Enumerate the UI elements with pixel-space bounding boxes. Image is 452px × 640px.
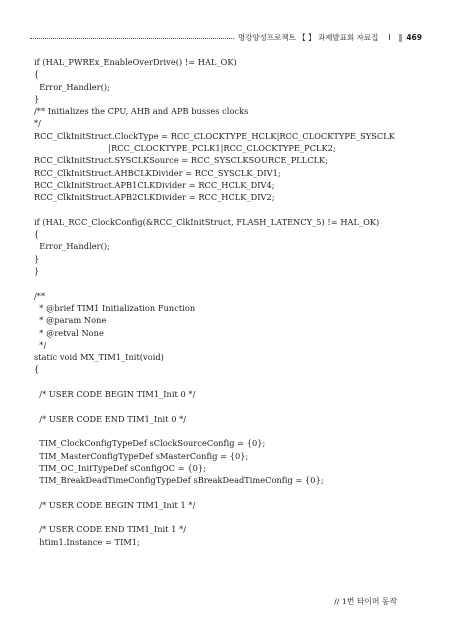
header-dotted-leader bbox=[30, 38, 234, 39]
code-line: Error_Handler(); bbox=[34, 241, 110, 252]
code-line: TIM_BreakDeadTimeConfigTypeDef sBreakDeadTimeConfig = {0}; bbox=[34, 475, 324, 486]
code-line bbox=[34, 400, 424, 412]
code-line bbox=[34, 425, 424, 437]
header-separator-double: ‖ bbox=[398, 32, 403, 42]
code-line: * @param None bbox=[34, 315, 107, 326]
code-line: /* USER CODE BEGIN TIM1_Init 0 */ bbox=[34, 389, 196, 400]
code-line: } bbox=[34, 253, 40, 264]
code-line bbox=[34, 486, 424, 498]
code-line: RCC_ClkInitStruct.AHBCLKDivider = RCC_SYSCLK_DIV1; bbox=[34, 167, 281, 178]
code-line: /** Initializes the CPU, AHB and APB busses clocks bbox=[34, 106, 249, 117]
code-line: * @retval None bbox=[34, 327, 104, 338]
code-line: } bbox=[34, 266, 40, 277]
code-line: TIM_OC_InitTypeDef sConfigOC = {0}; bbox=[34, 462, 206, 473]
code-line: RCC_ClkInitStruct.SYSCLKSource = RCC_SYSCLKSOURCE_PLLCLK; bbox=[34, 155, 329, 166]
code-line: TIM_ClockConfigTypeDef sClockSourceConfig = {0}; bbox=[34, 438, 266, 449]
code-line: /* USER CODE END TIM1_Init 1 */ bbox=[34, 524, 187, 535]
code-line: */ bbox=[34, 118, 41, 129]
code-line bbox=[34, 376, 424, 388]
code-line bbox=[34, 277, 424, 289]
code-line: Error_Handler(); bbox=[34, 81, 110, 92]
code-line: } bbox=[34, 93, 40, 104]
code-line bbox=[34, 511, 424, 523]
code-line bbox=[34, 204, 424, 216]
code-line: htim1.Instance = TIM1; bbox=[34, 536, 140, 547]
code-listing bbox=[34, 56, 424, 548]
code-line: /* USER CODE END TIM1_Init 0 */ bbox=[34, 413, 187, 424]
page-header bbox=[30, 30, 422, 44]
header-separator: I bbox=[388, 32, 391, 42]
code-line: /** bbox=[34, 290, 46, 301]
header-title: 명강양성프로젝트 【 】 과제발표회 자료집 bbox=[237, 32, 379, 42]
code-line: if (HAL_RCC_ClockConfig(&RCC_ClkInitStruct, FLASH_LATENCY_5) != HAL_OK) bbox=[34, 216, 380, 227]
code-line: static void MX_TIM1_Init(void) bbox=[34, 352, 164, 363]
code-line: * @brief TIM1 Initialization Function bbox=[34, 302, 196, 313]
code-line: { bbox=[34, 229, 40, 240]
code-line: { bbox=[34, 69, 40, 80]
code-line: RCC_ClkInitStruct.APB2CLKDivider = RCC_HCLK_DIV2; bbox=[34, 192, 275, 203]
code-line: RCC_ClkInitStruct.APB1CLKDivider = RCC_HCLK_DIV4; bbox=[34, 179, 275, 190]
code-line: */ bbox=[34, 339, 47, 350]
code-line: TIM_MasterConfigTypeDef sMasterConfig = {0}; bbox=[34, 450, 249, 461]
code-line: RCC_ClkInitStruct.ClockType = RCC_CLOCKTYPE_HCLK|RCC_CLOCKTYPE_SYSCLK bbox=[34, 130, 395, 141]
footer-comment: // 1번 타이머 동작 bbox=[334, 597, 397, 606]
code-line: |RCC_CLOCKTYPE_PCLK1|RCC_CLOCKTYPE_PCLK2; bbox=[34, 143, 336, 154]
page-number: 469 bbox=[406, 32, 422, 42]
code-line: { bbox=[34, 364, 40, 375]
code-line: /* USER CODE BEGIN TIM1_Init 1 */ bbox=[34, 499, 196, 510]
code-line: if (HAL_PWREx_EnableOverDrive() != HAL_OK) bbox=[34, 57, 237, 67]
